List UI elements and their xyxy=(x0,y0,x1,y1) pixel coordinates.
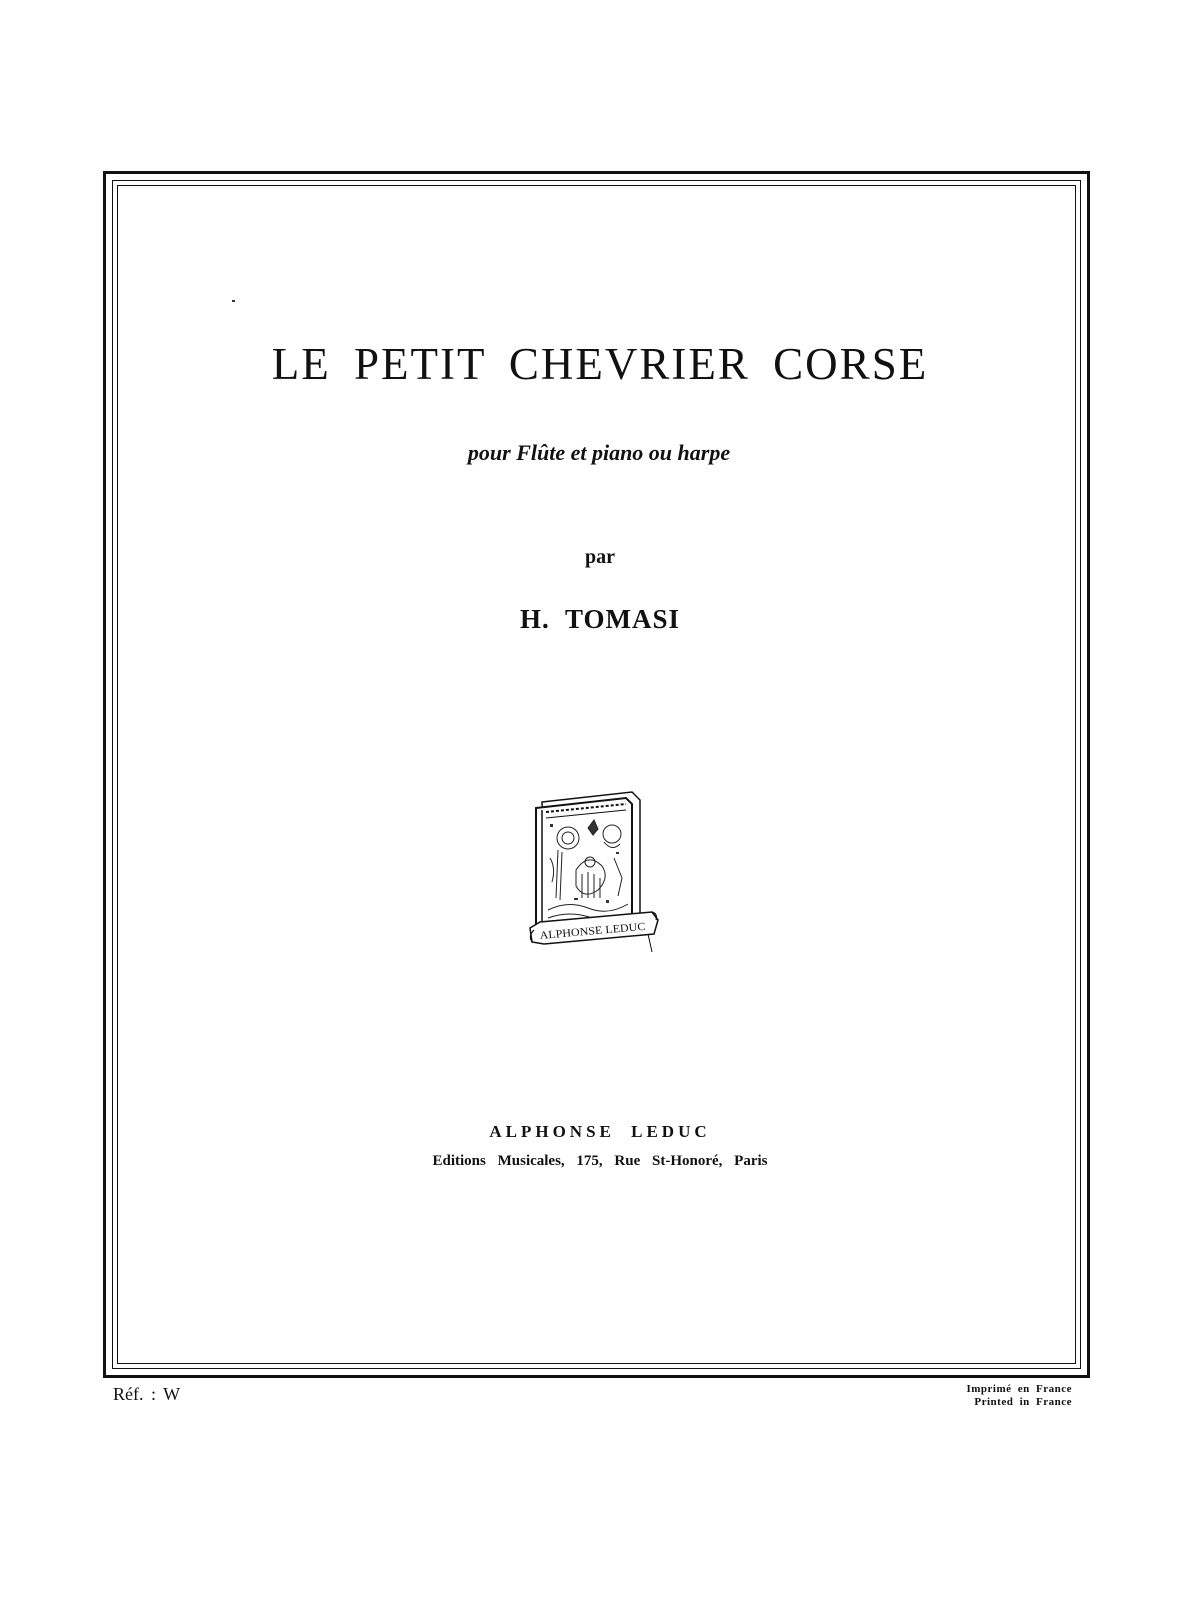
printed-in-english: Printed in France xyxy=(974,1396,1072,1408)
logo-lettering: ALPHONSE LEDUC xyxy=(539,921,637,942)
printed-in-french: Imprimé en France xyxy=(966,1383,1072,1395)
print-speck xyxy=(232,300,235,302)
by-label: par xyxy=(585,546,615,568)
publisher-name: ALPHONSE LEDUC xyxy=(489,1122,711,1141)
work-title: LE PETIT CHEVRIER CORSE xyxy=(271,339,929,389)
instrumentation: pour Flûte et piano ou harpe xyxy=(467,440,731,465)
reference-number: Réf. : W xyxy=(113,1384,181,1404)
composer-name: H. TOMASI xyxy=(519,604,681,634)
publisher-address: Editions Musicales, 175, Rue St-Honoré, Paris xyxy=(432,1153,768,1169)
publisher-logo xyxy=(528,788,662,953)
printed-in xyxy=(966,1383,1072,1409)
